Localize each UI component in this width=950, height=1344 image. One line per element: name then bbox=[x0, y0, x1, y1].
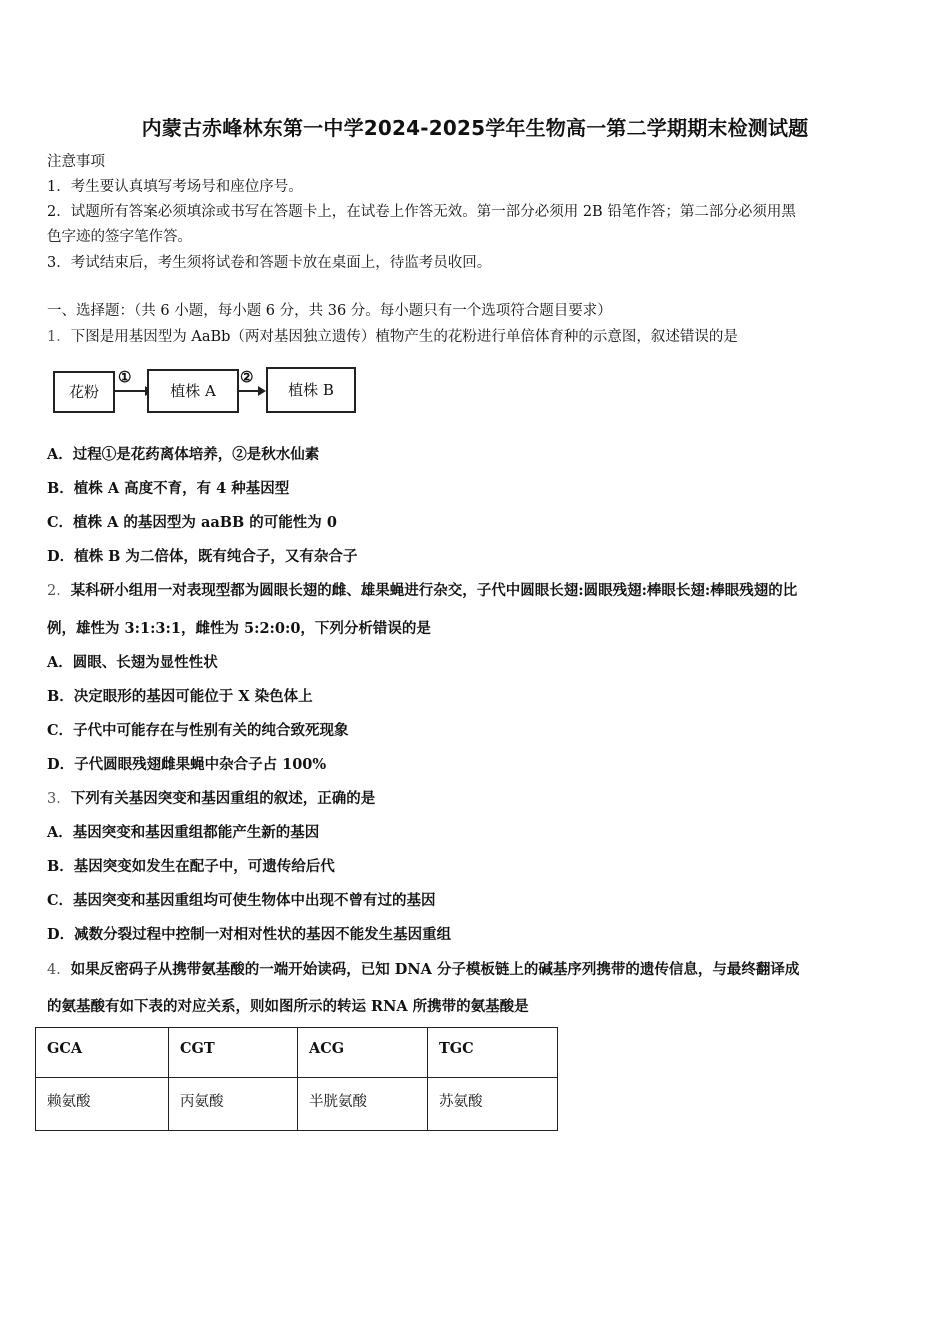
plant-a-box: 植株 A bbox=[147, 369, 239, 413]
question-number: 4． bbox=[47, 962, 71, 978]
question-3-stem bbox=[47, 789, 907, 809]
table-header-row bbox=[36, 1028, 558, 1078]
option-text: 植株 A 高度不育，有 4 种基因型 bbox=[73, 480, 290, 497]
option-letter: D． bbox=[47, 926, 75, 943]
question-number: 1． bbox=[47, 329, 71, 345]
option-letter: D． bbox=[47, 548, 75, 565]
question-text: 下列有关基因突变和基因重组的叙述，正确的是 bbox=[70, 790, 376, 807]
notice-item: 色字迹的签字笔作答。 bbox=[47, 229, 192, 245]
question-text: 如果反密码子从携带氨基酸的一端开始读码，已知 DNA 分子模板链上的碱基序列携带的遗传信息，与最终翻译成 bbox=[70, 961, 800, 978]
table-row bbox=[36, 1078, 558, 1131]
question-text: 下图是用基因型为 AaBb（两对基因独立遗传）植物产生的花粉进行单倍体育种的示意图，叙述错误的是 bbox=[70, 329, 738, 345]
option bbox=[47, 925, 907, 945]
exam-title: 内蒙古赤峰林东第一中学2024-2025学年生物高一第二学期期末检测试题 bbox=[141, 116, 809, 140]
option bbox=[47, 891, 907, 911]
option-text: 减数分裂过程中控制一对相对性状的基因不能发生基因重组 bbox=[74, 926, 452, 943]
option-letter: D． bbox=[47, 756, 75, 773]
pollen-box: 花粉 bbox=[53, 371, 115, 413]
question-text: 某科研小组用一对表现型都为圆眼长翅的雌、雄果蝇进行杂交，子代中圆眼长翅:圆眼残翅:棒眼长翅:棒眼残翅的比 bbox=[70, 582, 798, 599]
table-cell: ACG bbox=[298, 1028, 428, 1078]
notice-item: 1．考生要认真填写考场号和座位序号。 bbox=[47, 179, 303, 195]
option bbox=[47, 547, 907, 567]
question-number: 2． bbox=[47, 583, 71, 599]
option bbox=[47, 479, 907, 499]
option bbox=[47, 755, 907, 775]
table-cell: 半胱氨酸 bbox=[298, 1078, 428, 1131]
notice-item: 2．试题所有答案必须填涂或书写在答题卡上，在试卷上作答无效。第一部分必须用 2B 铅笔作答；第二部分必须用黑 bbox=[47, 204, 796, 220]
question-1-stem bbox=[47, 327, 907, 347]
option-text: 圆眼、长翅为显性性状 bbox=[72, 654, 218, 671]
table-cell: TGC bbox=[428, 1028, 558, 1078]
option-letter: A． bbox=[47, 654, 73, 671]
option-text: 基因突变如发生在配子中，可遗传给后代 bbox=[73, 858, 335, 875]
option-text: 过程①是花药离体培养，②是秋水仙素 bbox=[72, 446, 320, 463]
option-text: 植株 B 为二倍体，既有纯合子，又有杂合子 bbox=[74, 548, 358, 565]
section-heading: 一、选择题：（共 6 小题，每小题 6 分，共 36 分。每小题只有一个选项符合题目要求） bbox=[47, 303, 612, 319]
option bbox=[47, 721, 907, 741]
option-text: 基因突变和基因重组均可使生物体中出现不曾有过的基因 bbox=[73, 892, 436, 909]
option-text: 植株 A 的基因型为 aaBB 的可能性为 0 bbox=[73, 514, 337, 531]
option-text: 基因突变和基因重组都能产生新的基因 bbox=[72, 824, 320, 841]
table-cell: 赖氨酸 bbox=[36, 1078, 169, 1131]
question-2-stem-cont: 例，雄性为 3:1:3:1，雌性为 5:2:0:0，下列分析错误的是 bbox=[47, 620, 431, 637]
plant-b-box: 植株 B bbox=[266, 367, 356, 413]
codon-table bbox=[35, 1027, 558, 1131]
table-cell: 苏氨酸 bbox=[428, 1078, 558, 1131]
option-letter: C． bbox=[47, 722, 74, 739]
step-1-label: ① bbox=[118, 368, 132, 386]
option-text: 子代圆眼残翅雌果蝇中杂合子占 100% bbox=[74, 756, 327, 773]
breeding-flow-diagram bbox=[50, 367, 370, 417]
question-2-stem bbox=[47, 581, 907, 601]
option bbox=[47, 445, 907, 465]
option-letter: B． bbox=[47, 858, 74, 875]
option-letter: A． bbox=[47, 446, 73, 463]
option bbox=[47, 857, 907, 877]
option-text: 子代中可能存在与性别有关的纯合致死现象 bbox=[73, 722, 349, 739]
notice-heading: 注意事项 bbox=[47, 154, 105, 170]
option bbox=[47, 653, 907, 673]
option-letter: C． bbox=[47, 892, 74, 909]
option-letter: B． bbox=[47, 688, 74, 705]
table-cell: 丙氨酸 bbox=[169, 1078, 298, 1131]
option-letter: C． bbox=[47, 514, 74, 531]
option-letter: B． bbox=[47, 480, 74, 497]
option-letter: A． bbox=[47, 824, 73, 841]
step-2-label: ② bbox=[240, 368, 254, 386]
option bbox=[47, 687, 907, 707]
option bbox=[47, 823, 907, 843]
question-4-stem-cont: 的氨基酸有如下表的对应关系，则如图所示的转运 RNA 所携带的氨基酸是 bbox=[47, 998, 529, 1015]
question-4-stem bbox=[47, 960, 907, 980]
table-cell: CGT bbox=[169, 1028, 298, 1078]
option bbox=[47, 513, 907, 533]
question-number: 3． bbox=[47, 791, 71, 807]
notice-item: 3．考试结束后，考生须将试卷和答题卡放在桌面上，待监考员收回。 bbox=[47, 255, 492, 271]
table-cell: GCA bbox=[36, 1028, 169, 1078]
option-text: 决定眼形的基因可能位于 X 染色体上 bbox=[73, 688, 313, 705]
